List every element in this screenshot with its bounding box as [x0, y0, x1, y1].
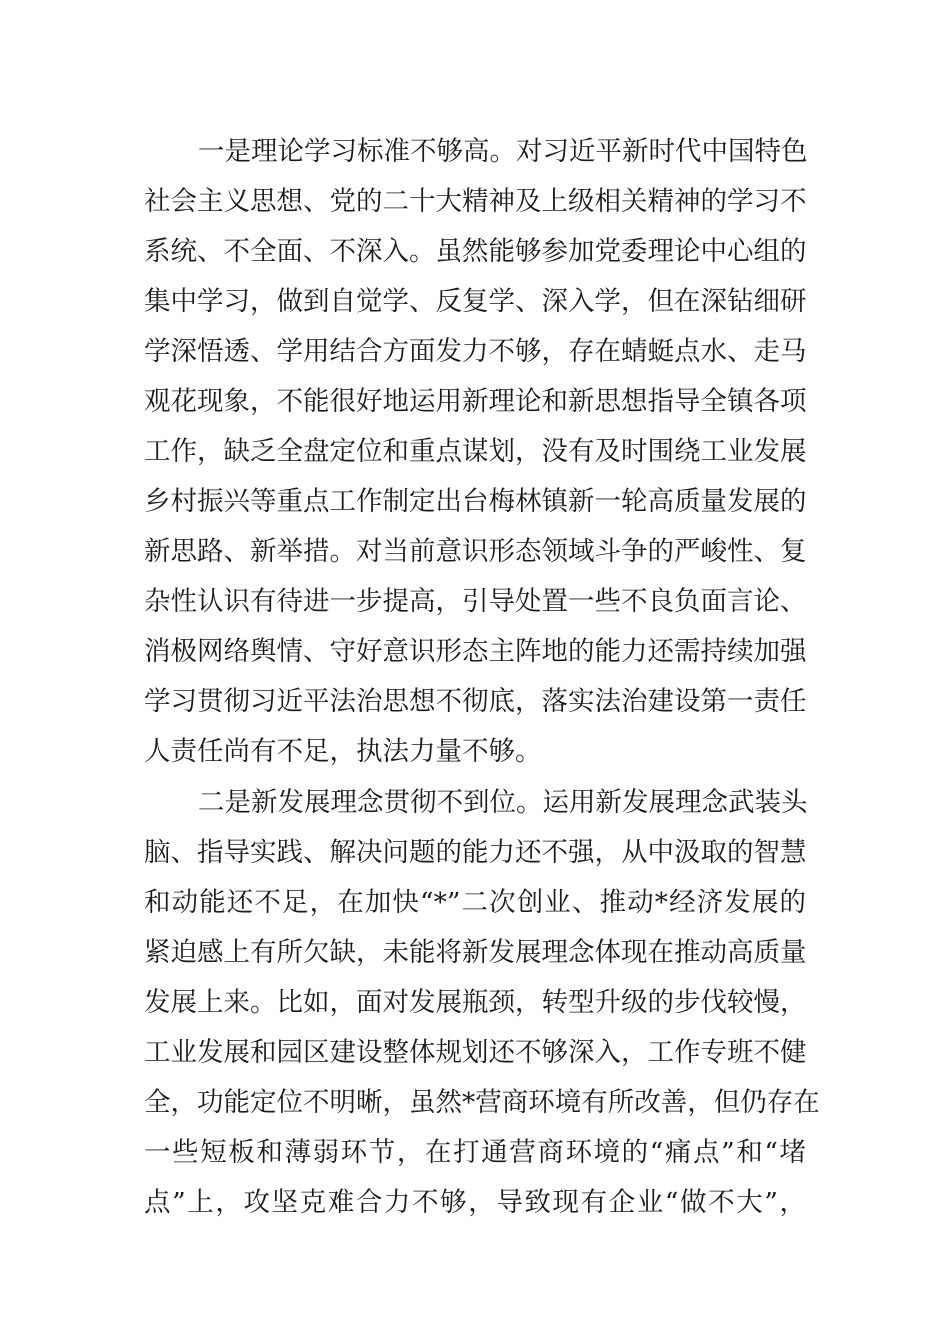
- paragraph-2-line-7: 全，功能定位不明晰，虽然*营商环境有所改善，但仍存在: [144, 1087, 820, 1118]
- paragraph-2-line-3: 和动能还不足，在加快“*”二次创业、推动*经济发展的: [144, 887, 806, 918]
- paragraph-1-line-1: 一是理论学习标准不够高。对习近平新时代中国特色: [198, 136, 808, 167]
- paragraph-1-line-11: 消极网络舆情、守好意识形态主阵地的能力还需持续加强: [144, 636, 807, 667]
- paragraph-2-line-1: 二是新发展理念贯彻不到位。运用新发展理念武装头: [198, 787, 808, 818]
- paragraph-2-line-9: 点”上，攻坚克难合力不够，导致现有企业“做不大”，: [144, 1187, 806, 1218]
- paragraph-1-line-10: 杂性认识有待进一步提高，引导处置一些不良负面言论、: [144, 586, 807, 617]
- paragraph-2-line-6: 工业发展和园区建设整体规划还不够深入，工作专班不健: [144, 1037, 807, 1068]
- paragraph-1-line-9: 新思路、新举措。对当前意识形态领域斗争的严峻性、复: [144, 536, 807, 567]
- paragraph-1-line-2: 社会主义思想、党的二十大精神及上级相关精神的学习不: [144, 186, 807, 217]
- paragraph-1-line-3: 系统、不全面、不深入。虽然能够参加党委理论中心组的: [144, 236, 807, 267]
- paragraph-1-line-6: 观花现象，不能很好地运用新理论和新思想指导全镇各项: [144, 386, 807, 417]
- paragraph-1-line-5: 学深悟透、学用结合方面发力不够，存在蜻蜓点水、走马: [144, 336, 807, 367]
- paragraph-2-line-8: 一些短板和薄弱环节，在打通营商环境的“痛点”和“堵: [144, 1137, 806, 1168]
- paragraph-1-line-4: 集中学习，做到自觉学、反复学、深入学，但在深钻细研: [144, 286, 807, 317]
- paragraph-1-line-7: 工作，缺乏全盘定位和重点谋划，没有及时围绕工业发展: [144, 436, 807, 467]
- paragraph-2-line-2: 脑、指导实践、解决问题的能力还不强，从中汲取的智慧: [144, 837, 807, 868]
- paragraph-2-line-4: 紧迫感上有所欠缺，未能将新发展理念体现在推动高质量: [144, 937, 807, 968]
- paragraph-1-line-12: 学习贯彻习近平法治思想不彻底，落实法治建设第一责任: [144, 686, 807, 717]
- paragraph-2-line-5: 发展上来。比如，面对发展瓶颈，转型升级的步伐较慢，: [144, 987, 807, 1018]
- paragraph-1-line-8: 乡村振兴等重点工作制定出台梅林镇新一轮高质量发展的: [144, 486, 807, 517]
- paragraph-1-line-13: 人责任尚有不足，执法力量不够。: [144, 736, 542, 767]
